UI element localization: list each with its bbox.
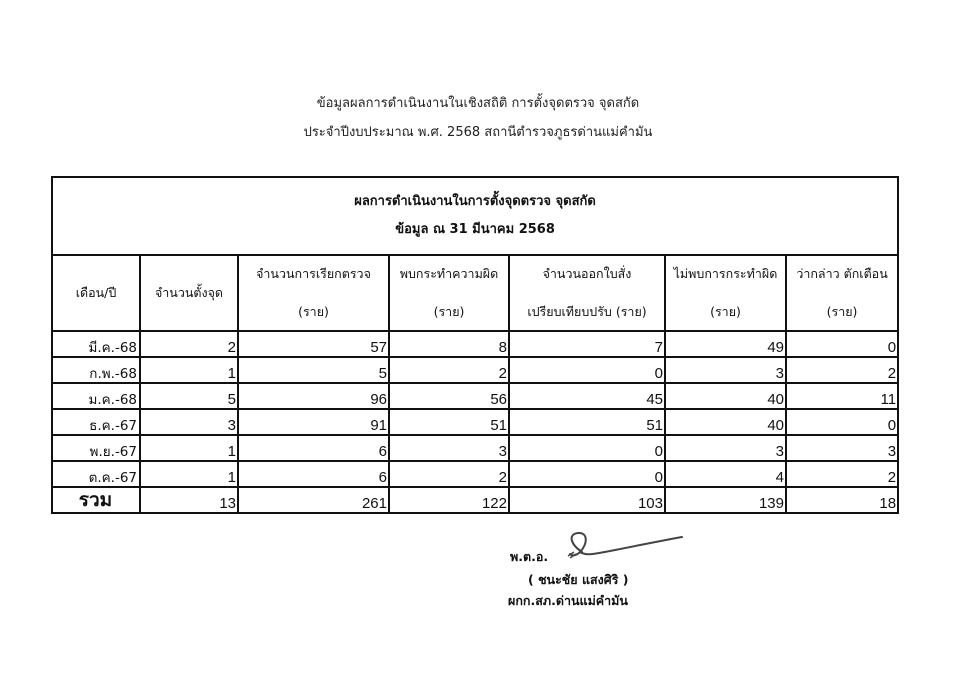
column-header-unit: เปรียบเทียบปรับ (ราย)	[527, 304, 647, 319]
cell-month: ธ.ค.-67	[52, 409, 140, 435]
cell-warnings: 3	[786, 435, 898, 461]
cell-warnings: 11	[786, 383, 898, 409]
cell-checkpoints: 2	[140, 331, 238, 357]
cell-offenses: 56	[389, 383, 509, 409]
signature-rank: พ.ต.อ.	[510, 549, 549, 564]
column-header-label: จำนวนการเรียกตรวจ	[256, 266, 371, 281]
cell-checkpoints: 5	[140, 383, 238, 409]
table-row	[52, 383, 898, 409]
table-banner	[52, 177, 898, 255]
cell-inspections: 5	[238, 357, 389, 383]
cell-inspections: 57	[238, 331, 389, 357]
checkpoint-statistics-table	[51, 176, 899, 514]
table-row	[52, 331, 898, 357]
table-row	[52, 357, 898, 383]
cell-offenses: 2	[389, 461, 509, 487]
cell-month: ม.ค.-68	[52, 383, 140, 409]
column-header-label: ว่ากล่าว ตักเตือน	[796, 266, 888, 281]
cell-warnings: 2	[786, 357, 898, 383]
cell-warnings: 0	[786, 331, 898, 357]
cell-no-offense: 40	[665, 409, 786, 435]
cell-no-offense: 40	[665, 383, 786, 409]
table-row	[52, 435, 898, 461]
cell-inspections: 6	[238, 435, 389, 461]
cell-inspections: 6	[238, 461, 389, 487]
column-header-label: จำนวนตั้งจุด	[154, 285, 224, 300]
cell-no-offense: 3	[665, 357, 786, 383]
column-header-unit: (ราย)	[826, 304, 858, 319]
column-header-no-offense	[665, 255, 786, 331]
cell-checkpoints: 3	[140, 409, 238, 435]
cell-tickets: 51	[509, 409, 665, 435]
cell-no-offense: 49	[665, 331, 786, 357]
total-no-offense: 139	[665, 487, 786, 513]
column-header-row	[52, 255, 898, 331]
column-header-unit: (ราย)	[710, 304, 741, 319]
total-tickets: 103	[509, 487, 665, 513]
cell-checkpoints: 1	[140, 461, 238, 487]
cell-offenses: 51	[389, 409, 509, 435]
cell-month: พ.ย.-67	[52, 435, 140, 461]
column-header-unit: (ราย)	[433, 304, 465, 319]
table-banner-date: ข้อมูล ณ 31 มีนาคม 2568	[395, 222, 555, 237]
column-header-label: พบกระทำความผิด	[399, 266, 499, 281]
column-header-tickets	[509, 255, 665, 331]
total-warnings: 18	[786, 487, 898, 513]
cell-offenses: 3	[389, 435, 509, 461]
column-header-offenses	[389, 255, 509, 331]
total-label: รวม	[52, 487, 140, 513]
table-row	[52, 461, 898, 487]
document-title-line2: ประจำปีงบประมาณ พ.ศ. 2568 สถานีตำรวจภูธรด่านแม่คำมัน	[303, 125, 653, 140]
column-header-warnings	[786, 255, 898, 331]
cell-tickets: 0	[509, 357, 665, 383]
total-offenses: 122	[389, 487, 509, 513]
cell-month: ก.พ.-68	[52, 357, 140, 383]
signature-name: ( ชนะชัย แสงศิริ )	[528, 572, 629, 587]
column-header-label: เดือน/ปี	[75, 285, 117, 300]
cell-checkpoints: 1	[140, 435, 238, 461]
cell-tickets: 45	[509, 383, 665, 409]
column-header-month	[52, 255, 140, 331]
cell-month: มี.ค.-68	[52, 331, 140, 357]
cell-no-offense: 3	[665, 435, 786, 461]
total-inspections: 261	[238, 487, 389, 513]
column-header-label: จำนวนออกใบสั่ง	[542, 266, 632, 281]
cell-tickets: 7	[509, 331, 665, 357]
column-header-checkpoints	[140, 255, 238, 331]
cell-offenses: 8	[389, 331, 509, 357]
table-banner-title: ผลการดำเนินงานในการตั้งจุดตรวจ จุดสกัด	[354, 194, 596, 209]
column-header-inspections	[238, 255, 389, 331]
cell-inspections: 91	[238, 409, 389, 435]
cell-warnings: 0	[786, 409, 898, 435]
document-title-line1: ข้อมูลผลการดำเนินงานในเชิงสถิติ การตั้งจุดตรวจ จุดสกัด	[316, 96, 640, 111]
column-header-unit: (ราย)	[298, 304, 329, 319]
table-row	[52, 409, 898, 435]
cell-checkpoints: 1	[140, 357, 238, 383]
cell-inspections: 96	[238, 383, 389, 409]
cell-tickets: 0	[509, 435, 665, 461]
total-checkpoints: 13	[140, 487, 238, 513]
cell-no-offense: 4	[665, 461, 786, 487]
cell-tickets: 0	[509, 461, 665, 487]
total-row	[52, 487, 898, 513]
cell-month: ต.ค.-67	[52, 461, 140, 487]
signature-position: ผกก.สภ.ด่านแม่คำมัน	[508, 593, 628, 608]
cell-warnings: 2	[786, 461, 898, 487]
cell-offenses: 2	[389, 357, 509, 383]
signature-icon	[560, 530, 685, 566]
column-header-label: ไม่พบการกระทำผิด	[673, 266, 778, 281]
